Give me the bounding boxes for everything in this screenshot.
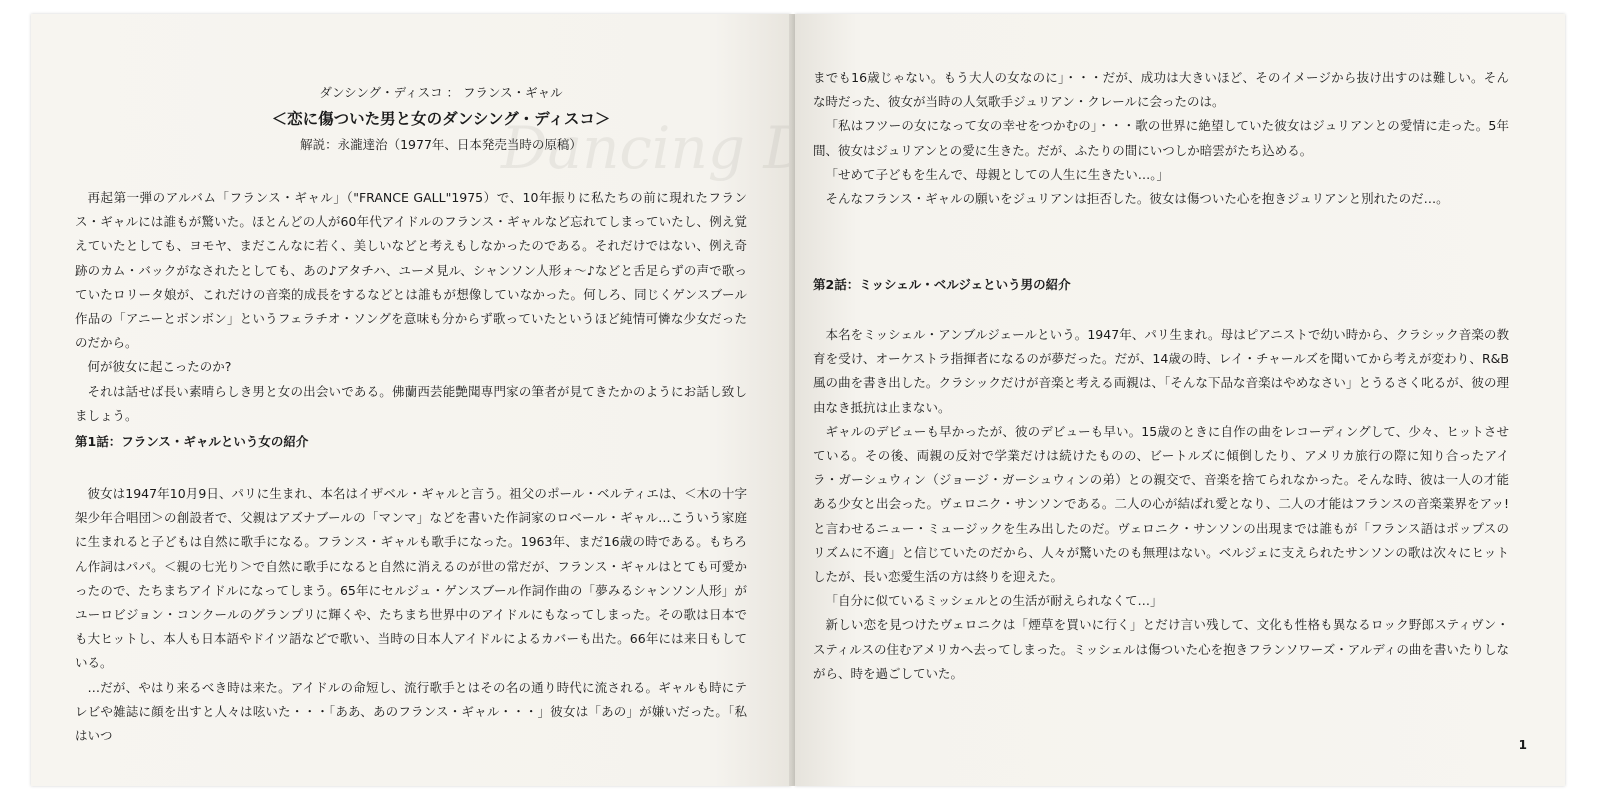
section1-paragraph-2: …だが、やはり来るべき時は来た。アイドルの命短し、流行歌手とはその名の通り時代に流される。ギャルも時にテレビや雑誌に顔を出すと人々は呟いた・・・「ああ、あのフランス・ギャル・・・」彼女は「あの」が嫌いだった。「私はいつ xyxy=(75,679,747,744)
continued-text xyxy=(813,66,1509,211)
intro-paragraph-2: 何が彼女に起こったのか? xyxy=(87,359,232,375)
ghost-title-script: Dancing Disco xyxy=(501,114,926,182)
page-number: 1 xyxy=(1518,738,1527,752)
article-title: ＜恋に傷ついた男と女のダンシング・ディスコ＞ xyxy=(271,110,611,128)
article-heading xyxy=(31,84,791,154)
continued-paragraph-2: 「私はフツーの女になって女の幸せをつかむの」・・・歌の世界に絶望していた彼女はジュリアンとの愛情に走った。5年間、彼女はジュリアンとの愛に生きた。だが、ふたりの間にいつしか暗雲がたち込める。 xyxy=(813,118,1509,158)
continued-paragraph-1: までも16歳じゃない。もう大人の女なのに」・・・だが、成功は大きいほど、そのイメージから抜け出すのは難しい。そんな時だった、彼女が当時の人気歌手ジュリアン・クレールに会ったのは。 xyxy=(813,70,1509,110)
album-kicker: ダンシング・ディスコ ： フランス・ギャル xyxy=(319,85,563,100)
article-credit: 解説：永瀧達治（1977年、日本発売当時の原稿） xyxy=(300,137,582,152)
continued-paragraph-4: そんなフランス・ギャルの願いをジュリアンは拒否した。彼女は傷ついた心を抱きジュリアンと別れたのだ…。 xyxy=(825,191,1449,207)
section1-paragraph-1: 彼女は1947年10月9日、パリに生まれ、本名はイザベル・ギャルと言う。祖父のポール・ベルティエは、＜木の十字架少年合唱団＞の創設者で、父親はアズナブールの「マンマ」などを書いた作詞家のロベール・ギャル…こういう家庭に生まれると子どもは自然に歌手になる。フランス・ギャルも歌手になった。1963年、まだ16歳の時である。もちろん作詞はパパ。＜親の七光り＞で自然に歌手になると自然に消えるのが世の常だが、フランス・ギャルはとても可愛かったので、たちまちアイドルになってしまう。65年にセルジュ・ゲンスブール作詞作曲の「夢みるシャンソン人形」がユーロビジョン・コンクールのグランプリに輝くや、たちまち世界中のアイドルにもなってしまった。その歌は日本でも大ヒットし、本人も日本語やドイツ語などで歌い、当時の日本人アイドルによるカバーも出た。66年には来日もしている。 xyxy=(75,486,747,671)
intro-paragraph-1: 再起第一弾のアルバム「フランス・ギャル」（"FRANCE GALL"1975）で、10年振りに私たちの前に現れたフランス・ギャルには誰もが驚いた。ほとんどの人が60年代アイドルのフランス・ギャルなど忘れてしまっていたし、例え覚えていたとしても、ヨモヤ、まだこんなに若く、美しいなどと考えもしなかったのである。それだけではない、例え奇跡のカム・バックがなされたとしても、あの♪アタチハ、ユーメ見ル、シャンソン人形ォ〜♪などと舌足らずの声で歌っていたロリータ娘が、これだけの音楽的成長をするなどとは誰もが想像していなかった。何しろ、同じくゲンスブール作品の「アニーとボンボン」というフェラチオ・ソングを意味も分からず歌っていたというほど純情可憐な少女だったのだから。 xyxy=(75,190,747,351)
section2-paragraph-2: ギャルのデビューも早かったが、彼のデビューも早い。15歳のときに自作の曲をレコーディングして、少々、ヒットさせている。その後、両親の反対で学業だけは続けたものの、ビートルズに傾倒したり、アメリカ旅行の際に知り合ったアイラ・ガーシュウィン（ジョージ・ガーシュウィンの弟）との親交で、音楽を捨てられなかった。そんな時、彼は一人の才能ある少女と出会った。ヴェロニク・サンソンである。二人の心が結ばれ愛となり、二人の才能はフランスの音楽業界をアッ!と言わせるニュー・ミュージックを生み出したのだ。ヴェロニク・サンソンの出現までは誰もが「フランス語はポップスのリズムに不適」と信じていたのだから、人々が驚いたのも無理はない。ベルジェに支えられたサンソンの歌は次々にヒットしたが、長い恋愛生活の方は終りを迎えた。 xyxy=(813,423,1509,585)
continued-paragraph-3: 「せめて子どもを生んで、母親としての人生に生きたい…。」 xyxy=(825,166,1170,182)
section1-text xyxy=(75,482,747,748)
intro-paragraph-3: それは話せば長い素晴らしき男と女の出会いである。佛蘭西芸能艶聞専門家の筆者が見てきたかのようにお話し致しましょう。 xyxy=(75,383,747,423)
right-page xyxy=(795,14,1565,786)
section2-text xyxy=(813,323,1509,686)
section2-heading: 第2話：ミッシェル・ベルジェという男の紹介 xyxy=(813,277,1071,292)
section2-paragraph-3: 「自分に似ているミッシェルとの生活が耐えられなくて…」 xyxy=(825,593,1163,609)
left-page xyxy=(31,14,926,786)
section2-paragraph-4: 新しい恋を見つけたヴェロニクは「煙草を買いに行く」とだけ言い残して、文化も性格も異なるロック野郎スティヴン・スティルスの住むアメリカへ去ってしまった。ミッシェルは傷ついた心を抱きフランソワーズ・アルディの曲を書いたりしながら、時を過ごしていた。 xyxy=(813,617,1509,681)
intro-text xyxy=(75,186,747,428)
section2-paragraph-1: 本名をミッシェル・アンブルジェールという。1947年、パリ生まれ。母はピアニストで幼い時から、クラシック音楽の教育を受け、オーケストラ指揮者になるのが夢だった。だが、14歳の時、レイ・チャールズを聞いてから考えが変わり、R&B風の曲を書き出した。クラシックだけが音楽と考える両親は、「そんな下品な音楽はやめなさい」とうるさく叱るが、彼の理由なき抵抗は止まない。 xyxy=(813,327,1509,415)
section1-heading: 第1話：フランス・ギャルという女の紹介 xyxy=(75,434,309,449)
